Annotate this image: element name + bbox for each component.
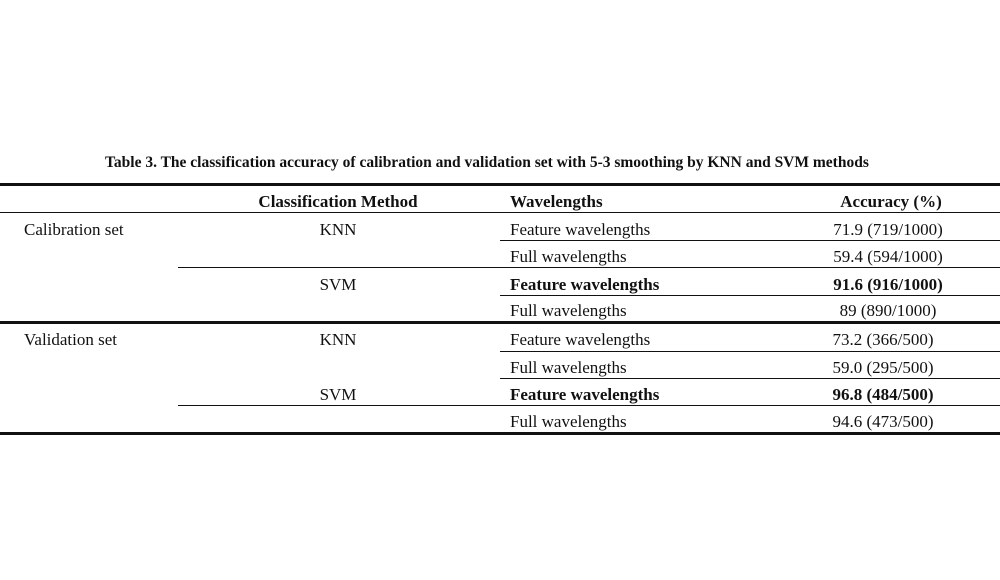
accuracy-cell: 73.2 (366/500) xyxy=(832,330,934,349)
accuracy-cell: 59.4 (594/1000) xyxy=(833,247,943,266)
accuracy-cell: 89 (890/1000) xyxy=(839,301,937,320)
row-rule xyxy=(500,295,1000,296)
accuracy-cell: 59.0 (295/500) xyxy=(832,358,934,377)
method-rule xyxy=(178,405,1000,406)
bottom-rule xyxy=(0,432,1000,435)
wavelengths-cell: Feature wavelengths xyxy=(510,220,651,239)
wavelengths-cell: Feature wavelengths xyxy=(510,330,651,349)
method-label-knn: KNN xyxy=(319,220,357,239)
accuracy-cell-best: 91.6 (916/1000) xyxy=(833,275,943,294)
accuracy-cell: 94.6 (473/500) xyxy=(832,412,934,431)
row-rule xyxy=(500,378,1000,379)
wavelengths-cell: Full wavelengths xyxy=(510,358,627,377)
method-label-knn: KNN xyxy=(319,330,357,349)
accuracy-cell-best: 96.8 (484/500) xyxy=(832,385,934,404)
row-rule xyxy=(500,240,1000,241)
top-rule xyxy=(0,183,1000,186)
wavelengths-cell-best: Feature wavelengths xyxy=(510,385,660,404)
method-label-svm: SVM xyxy=(319,385,357,404)
wavelengths-cell: Full wavelengths xyxy=(510,412,627,431)
header-wavelengths: Wavelengths xyxy=(510,192,603,211)
group-rule xyxy=(0,321,1000,324)
wavelengths-cell-best: Feature wavelengths xyxy=(510,275,660,294)
set-label-calibration: Calibration set xyxy=(24,220,124,239)
set-label-validation: Validation set xyxy=(24,330,118,349)
table-caption: Table 3. The classification accuracy of calibration and validation set with 5-3 smoothing by KNN and SVM methods xyxy=(105,154,869,171)
wavelengths-cell: Full wavelengths xyxy=(510,301,627,320)
header-accuracy: Accuracy (%) xyxy=(840,192,942,211)
method-rule xyxy=(178,267,1000,268)
wavelengths-cell: Full wavelengths xyxy=(510,247,627,266)
method-label-svm: SVM xyxy=(319,275,357,294)
header-classification-method: Classification Method xyxy=(258,192,418,211)
accuracy-cell: 71.9 (719/1000) xyxy=(833,220,943,239)
row-rule xyxy=(500,351,1000,352)
header-rule xyxy=(0,212,1000,213)
